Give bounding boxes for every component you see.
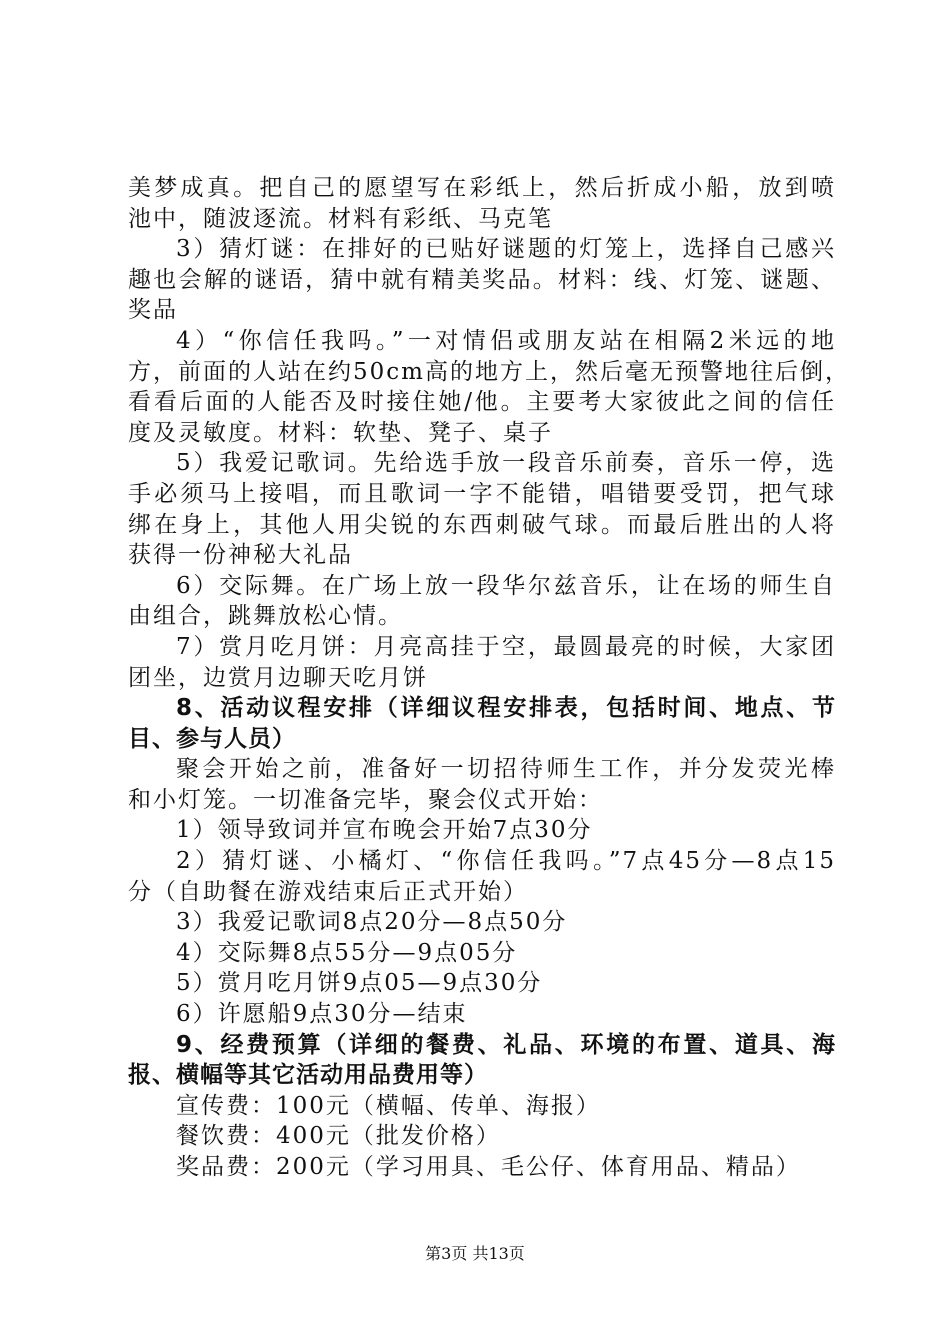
section-heading-line: 目、参与人员） bbox=[128, 725, 296, 752]
section-heading-line: 9、经费预算（详细的餐费、礼品、环境的布置、道具、海 bbox=[176, 1031, 836, 1058]
page-footer: 第3页 共13页 bbox=[425, 1244, 525, 1263]
text-line: 池中，随波逐流。材料有彩纸、马克笔 bbox=[128, 205, 553, 232]
text-line: 2）猜灯谜、小橘灯、“你信任我吗。”7点45分—8点15 bbox=[176, 848, 836, 875]
text-line: 美梦成真。把自己的愿望写在彩纸上，然后折成小船，放到喷 bbox=[128, 175, 836, 201]
text-line: 餐饮费：400元（批发价格） bbox=[176, 1123, 501, 1150]
text-line: 5）赏月吃月饼9点05—9点30分 bbox=[176, 970, 543, 997]
text-line: 趣也会解的谜语，猜中就有精美奖品。材料：线、灯笼、谜题、 bbox=[128, 266, 836, 293]
text-line: 度及灵敏度。材料：软垫、凳子、桌子 bbox=[128, 419, 553, 446]
text-line: 手必须马上接唱，而且歌词一字不能错，唱错要受罚，把气球 bbox=[128, 480, 836, 507]
text-line: 3）我爱记歌词8点20分—8点50分 bbox=[176, 909, 568, 936]
text-line: 获得一份神秘大礼品 bbox=[128, 542, 353, 569]
text-line: 5）我爱记歌词。先给选手放一段音乐前奏，音乐一停，选 bbox=[176, 450, 836, 477]
text-line: 和小灯笼。一切准备完毕，聚会仪式开始： bbox=[128, 786, 603, 813]
text-line: 7）赏月吃月饼：月亮高挂于空，最圆最亮的时候，大家团 bbox=[176, 633, 836, 660]
text-line: 看看后面的人能否及时接住她/他。主要考大家彼此之间的信任 bbox=[128, 389, 836, 416]
text-line: 4）“你信任我吗。”一对情侣或朋友站在相隔2米远的地 bbox=[176, 327, 836, 354]
text-line: 团坐，边赏月边聊天吃月饼 bbox=[128, 664, 428, 691]
text-line: 绑在身上，其他人用尖锐的东西刺破气球。而最后胜出的人将 bbox=[128, 511, 836, 538]
text-line: 奖品 bbox=[128, 297, 178, 324]
text-line: 奖品费：200元（学习用具、毛公仔、体育用品、精品） bbox=[176, 1154, 801, 1180]
text-line: 由组合，跳舞放松心情。 bbox=[128, 603, 403, 630]
text-line: 宣传费：100元（横幅、传单、海报） bbox=[176, 1092, 601, 1119]
section-heading-line: 8、活动议程安排（详细议程安排表，包括时间、地点、节 bbox=[176, 695, 836, 722]
text-line: 1）领导致词并宣布晚会开始7点30分 bbox=[176, 817, 593, 844]
text-line: 方，前面的人站在约50cm高的地方上，然后毫无预警地往后倒， bbox=[128, 358, 850, 385]
text-line: 聚会开始之前，准备好一切招待师生工作，并分发荧光棒 bbox=[176, 756, 836, 783]
section-heading-line: 报、横幅等其它活动用品费用等） bbox=[128, 1062, 488, 1089]
text-line: 4）交际舞8点55分—9点05分 bbox=[176, 939, 518, 966]
text-line: 6）许愿船9点30分—结束 bbox=[176, 1001, 468, 1028]
document-body bbox=[128, 173, 850, 1183]
text-line: 分（自助餐在游戏结束后正式开始） bbox=[128, 878, 528, 905]
text-line: 6）交际舞。在广场上放一段华尔兹音乐，让在场的师生自 bbox=[176, 572, 836, 599]
text-line: 3）猜灯谜：在排好的已贴好谜题的灯笼上，选择自己感兴 bbox=[176, 236, 836, 263]
